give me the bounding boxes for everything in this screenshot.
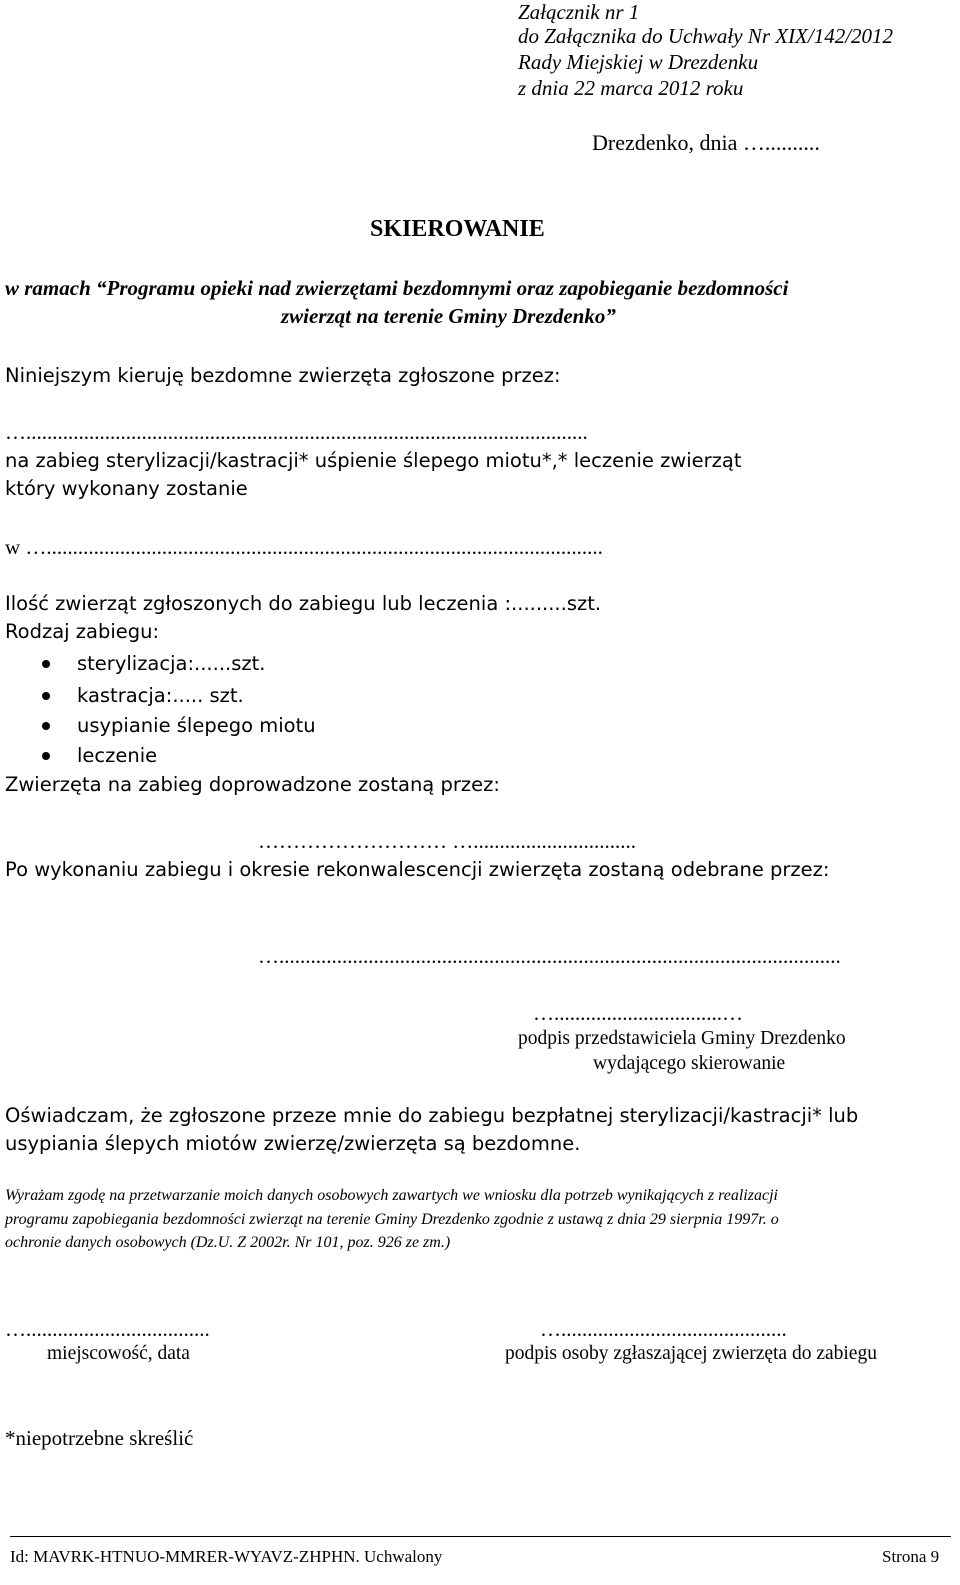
subtitle-line-2: zwierząt na terenie Gminy Drezdenko” <box>281 304 616 328</box>
annex-line-2: do Załącznika do Uchwały Nr XIX/142/2012 <box>518 24 894 48</box>
procedure-line-1: na zabieg sterylizacji/kastracji* uśpienie ślepego miotu*,* leczenie zwierząt <box>5 449 742 472</box>
annex-line-1: Załącznik nr 1 <box>518 0 640 24</box>
place-date-signature-dots: …................................... <box>5 1317 210 1341</box>
bullet-icon <box>42 660 50 668</box>
footer-divider <box>10 1536 951 1537</box>
annex-line-3: Rady Miejskiej w Drezdenku <box>518 50 759 74</box>
bullet-icon <box>42 692 50 700</box>
place-date: Drezdenko, dnia ….......... <box>592 130 820 155</box>
consent-line-2: programu zapobiegania bezdomności zwierząt na terenie Gminy Drezdenko zgodnie z ustawą z dnia 29 sierpnia 1997r. o <box>5 1211 779 1228</box>
consent-line-1: Wyrażam zgodę na przetwarzanie moich danych osobowych zawartych we wniosku dla potrzeb wynikających z realizacji <box>5 1187 778 1204</box>
bullet-icon <box>42 752 50 760</box>
procedure-type-label: Rodzaj zabiegu: <box>5 620 160 643</box>
municipality-signature-dots: …................................… <box>533 1001 743 1025</box>
place-dots: w ….......................................................................................................... <box>5 535 603 559</box>
picked-up-by-text: Po wykonaniu zabiegu i okresie rekonwalescencji zwierzęta zostaną odebrane przez: <box>5 858 830 881</box>
consent-line-3: ochronie danych osobowych (Dz.U. Z 2002r. Nr 101, poz. 926 ze zm.) <box>5 1234 451 1251</box>
subtitle-line-1: w ramach “Programu opieki nad zwierzętami bezdomnymi oraz zapobieganie bezdomności <box>5 276 789 300</box>
delivered-by-dots: ……………………… …............................... <box>258 829 636 853</box>
list-item: sterylizacja:......szt. <box>77 652 266 675</box>
animal-count-line: Ilość zwierząt zgłoszonych do zabiegu lub leczenia :.........szt. <box>5 592 602 615</box>
delivered-by-text: Zwierzęta na zabieg doprowadzone zostaną przez: <box>5 773 500 796</box>
intro-text: Niniejszym kieruję bezdomne zwierzęta zgłoszone przez: <box>5 364 561 387</box>
annex-line-4: z dnia 22 marca 2012 roku <box>518 76 744 100</box>
reporter-signature-dots: …........................................... <box>540 1317 787 1341</box>
place-date-signature-label: miejscowość, data <box>47 1343 190 1364</box>
declaration-line-2: usypiania ślepych miotów zwierzę/zwierzęta są bezdomne. <box>5 1132 581 1155</box>
reporter-signature-label: podpis osoby zgłaszającej zwierzęta do zabiegu <box>505 1343 877 1364</box>
footer-document-id: Id: MAVRK-HTNUO-MMRER-WYAVZ-ZHPHN. Uchwalony <box>10 1547 443 1566</box>
declaration-line-1: Oświadczam, że zgłoszone przeze mnie do zabiegu bezpłatnej sterylizacji/kastracji* lub <box>5 1104 859 1127</box>
municipality-signature-label-1: podpis przedstawiciela Gminy Drezdenko <box>518 1028 846 1049</box>
list-item: usypianie ślepego miotu <box>77 714 316 737</box>
municipality-signature-label-2: wydającego skierowanie <box>593 1053 786 1074</box>
document-title: SKIEROWANIE <box>370 216 545 242</box>
procedure-line-2: który wykonany zostanie <box>5 477 248 500</box>
footer-page-number: Strona 9 <box>882 1547 940 1566</box>
picked-up-by-dots: …........................................................................................................... <box>258 944 841 968</box>
list-item: leczenie <box>77 744 158 767</box>
reporter-dots: …........................................................................................................... <box>5 420 588 444</box>
footnote: *niepotrzebne skreślić <box>5 1426 194 1450</box>
bullet-icon <box>42 722 50 730</box>
list-item: kastracja:..... szt. <box>77 684 244 707</box>
